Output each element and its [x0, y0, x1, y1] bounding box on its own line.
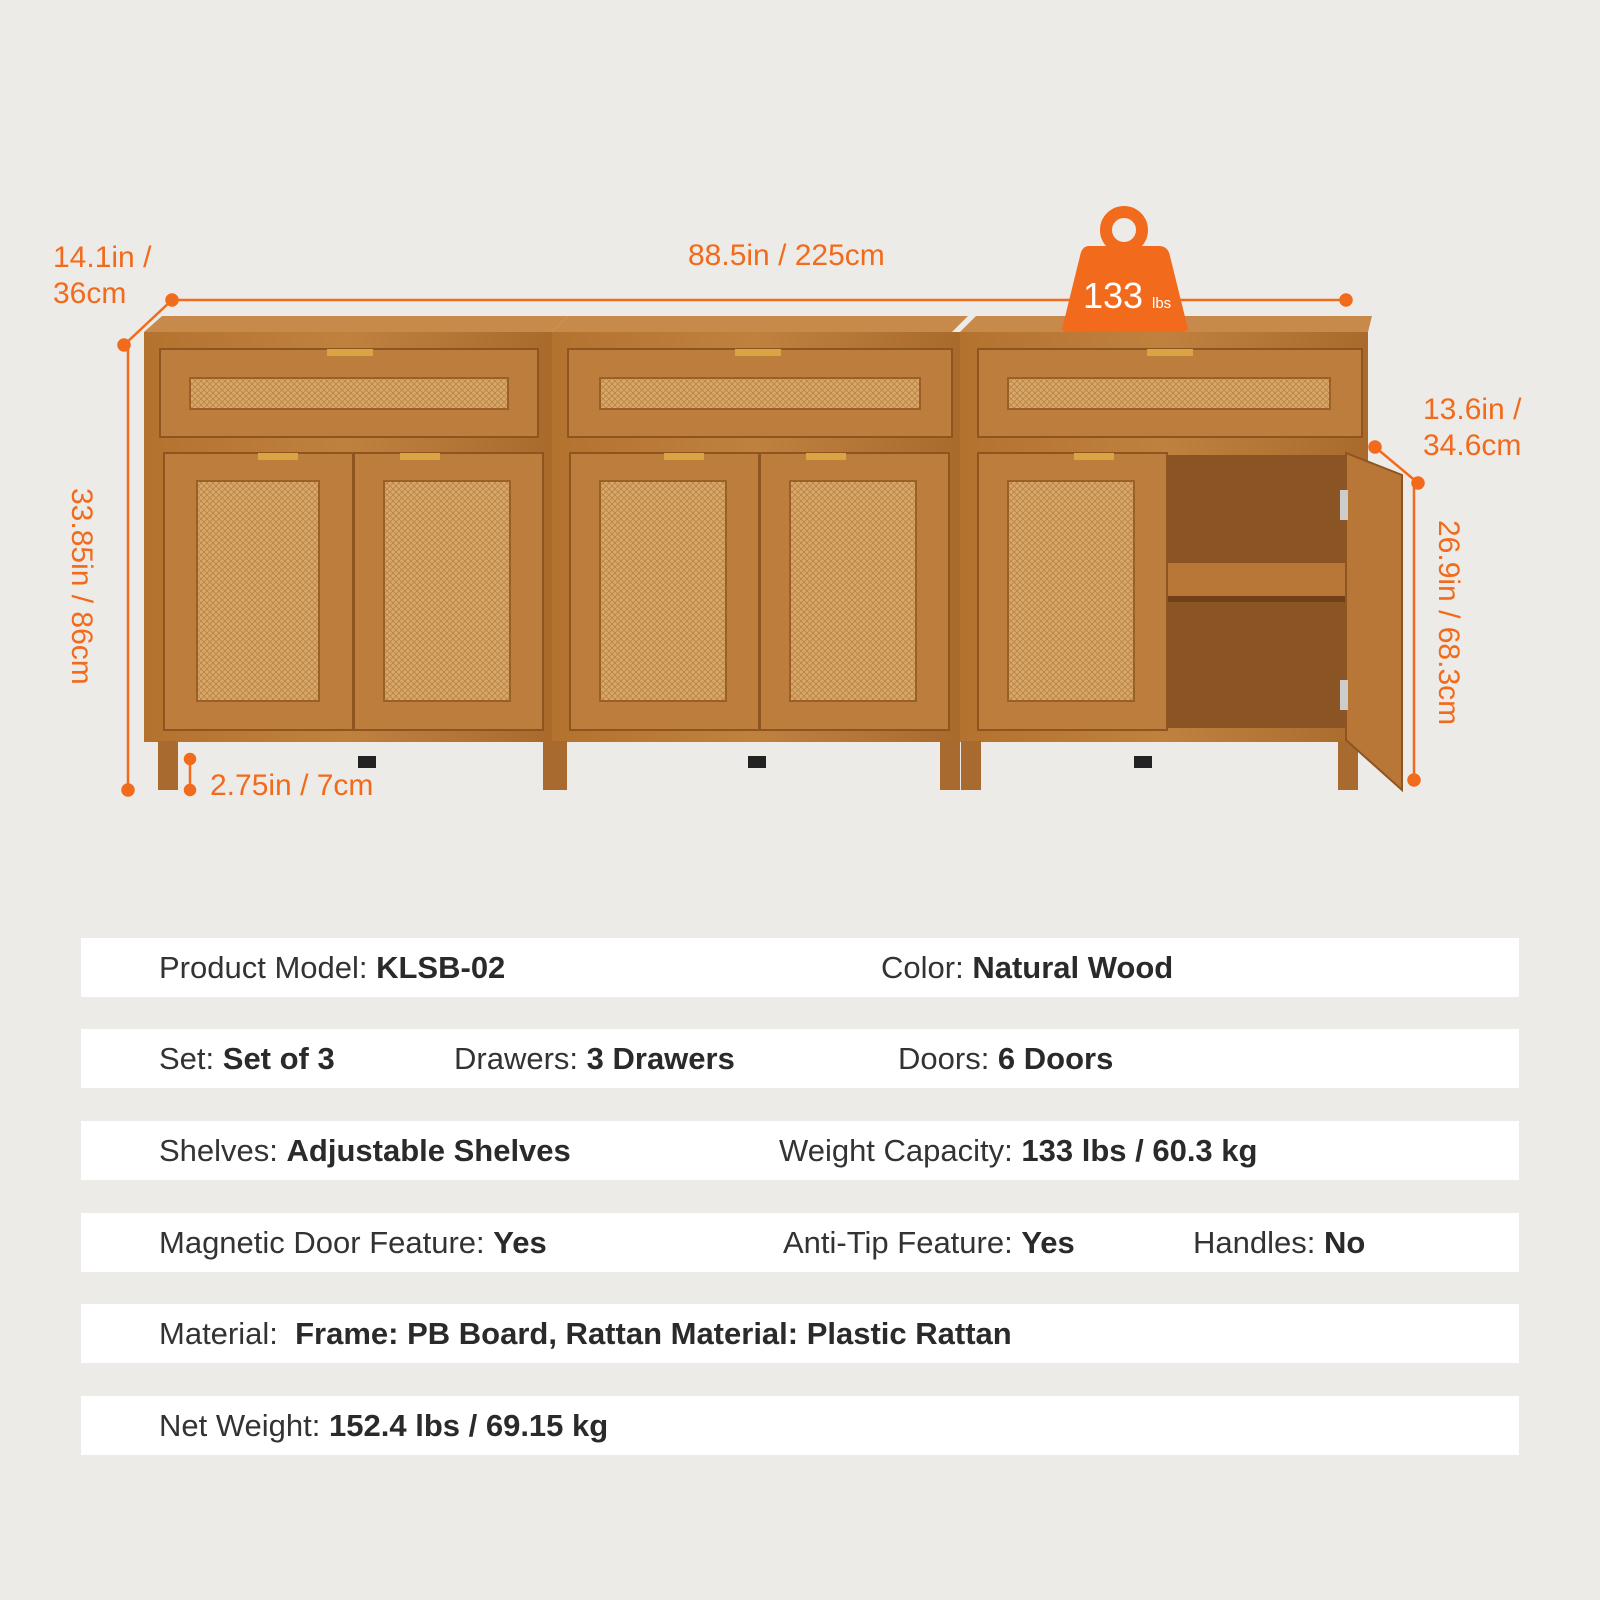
spec-set: Set: Set of 3 [159, 1041, 335, 1076]
spec-row-model-color [81, 938, 1519, 997]
total-width-label: 88.5in / 225cm [688, 239, 885, 272]
depth-left-line1: 14.1in / [53, 241, 152, 274]
weight-value: 133 [1083, 275, 1144, 316]
cabinet-height-label: 26.9in / 68.3cm [1432, 520, 1465, 726]
spec-drawers: Drawers: 3 Drawers [454, 1041, 735, 1076]
depth-right-line1: 13.6in / [1423, 393, 1522, 426]
spec-shelves: Shelves: Adjustable Shelves [159, 1133, 571, 1168]
depth-right-line2: 34.6cm [1423, 429, 1522, 462]
spec-net-weight: Net Weight: 152.4 lbs / 69.15 kg [159, 1408, 609, 1443]
cabinet-right-open [960, 316, 1402, 790]
total-height-label: 33.85in / 86cm [65, 488, 98, 685]
spec-row-set-drawers-doors [81, 1029, 1519, 1088]
cabinet-left [144, 316, 568, 790]
weight-icon [1062, 212, 1188, 332]
spec-model: Product Model: KLSB-02 [159, 950, 506, 985]
leg-height-label: 2.75in / 7cm [210, 769, 374, 802]
depth-left-line2: 36cm [53, 277, 127, 310]
spec-material: Material: Frame: PB Board, Rattan Material: Plastic Rattan [159, 1316, 1012, 1351]
cabinet-middle [547, 316, 968, 790]
spec-row-features [81, 1213, 1519, 1272]
spec-anti-tip: Anti-Tip Feature: Yes [783, 1225, 1075, 1260]
weight-unit: lbs [1152, 295, 1172, 312]
spec-weight-capacity: Weight Capacity: 133 lbs / 60.3 kg [779, 1133, 1258, 1168]
spec-handles: Handles: No [1193, 1225, 1366, 1260]
spec-row-shelves-weight [81, 1121, 1519, 1180]
spec-row-net-weight [81, 1396, 1519, 1455]
spec-doors: Doors: 6 Doors [898, 1041, 1114, 1076]
spec-color: Color: Natural Wood [881, 950, 1174, 985]
spec-magnetic-door: Magnetic Door Feature: Yes [159, 1225, 547, 1260]
spec-row-material [81, 1304, 1519, 1363]
